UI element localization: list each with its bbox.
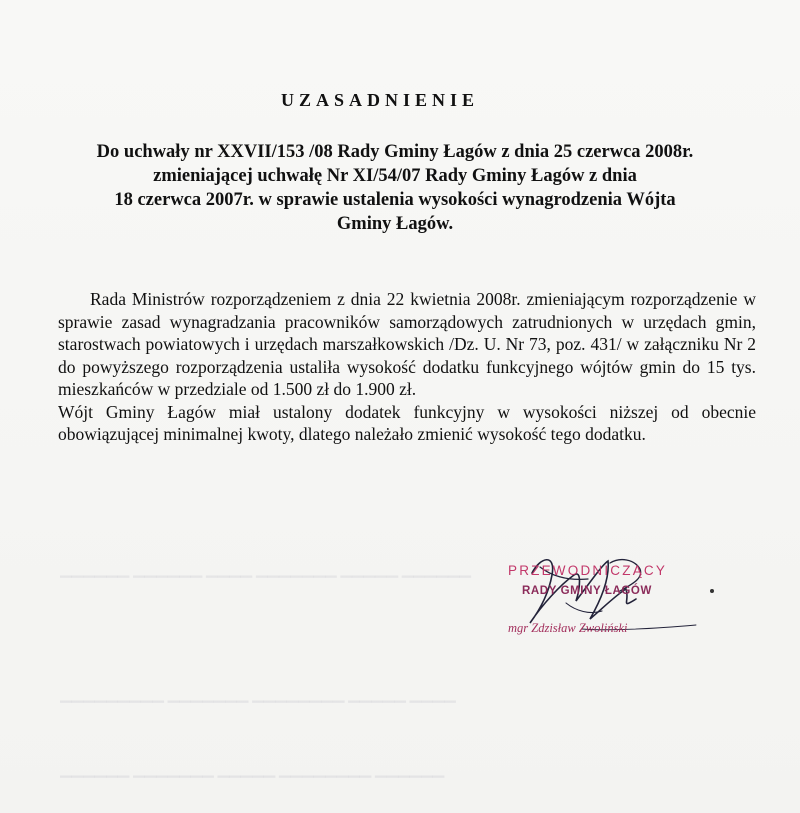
stamp-signatory: mgr Zdzisław Zwoliński [508, 621, 628, 635]
stamp-title: PRZEWODNICZĄCY [508, 563, 668, 578]
title-line: Gminy Łagów. [336, 214, 454, 234]
bleed-through: ▁▁▁▁▁▁ ▁▁▁▁▁▁ ▁▁▁▁ ▁▁▁▁▁▁▁ ▁▁▁▁▁ ▁▁▁▁▁▁ [60, 562, 471, 578]
stamp-mark [710, 589, 714, 593]
justification-body [58, 288, 756, 446]
chairman-stamp [470, 545, 730, 655]
title-line: 18 czerwca 2007r. w sprawie ustalenia wysokości wynagrodzenia Wójta [114, 190, 676, 210]
bleed-through: ▁▁▁▁▁▁▁▁▁ ▁▁▁▁▁▁▁ ▁▁▁▁▁▁▁▁ ▁▁▁▁▁ ▁▁▁▁ [60, 687, 456, 703]
resolution-title [30, 140, 760, 236]
document-heading: UZASADNIENIE [280, 90, 480, 110]
title-line: Do uchwały nr XXVII/153 /08 Rady Gminy Łagów z dnia 25 czerwca 2008r. [96, 142, 694, 162]
paragraph-conclusion: Wójt Gminy Łagów miał ustalony dodatek funkcyjny w wysokości niższej od obecnie obowiązującej minimalnej kwoty, dlatego należało zmienić wysokość tego dodatku. [58, 401, 756, 444]
bleed-through: ▁▁▁▁▁▁ ▁▁▁▁▁▁▁ ▁▁▁▁▁ ▁▁▁▁▁▁▁▁ ▁▁▁▁▁▁ [60, 762, 445, 778]
title-line: zmieniającej uchwałę Nr XI/54/07 Rady Gminy Łagów z dnia [153, 166, 637, 186]
stamp-council: RADY GMINY ŁAGÓW [522, 585, 652, 597]
paragraph-regulation: Rada Ministrów rozporządzeniem z dnia 22 kwietnia 2008r. zmieniającym rozporządzenie w sprawie zasad wynagradzania pracowników samorządowych zatrudnionych w urzędach gmin, starostwach powiatowych i urzędach marszałkowskich /Dz. U. Nr 73, poz. 431/ w załączniku Nr 2 do powyższego rozporządzenia ustaliła wysokość dodatku funkcyjnego wójtów gmin do 15 tys. mieszkańców w przedziale od 1.500 zł do 1.900 zł. [58, 289, 756, 399]
